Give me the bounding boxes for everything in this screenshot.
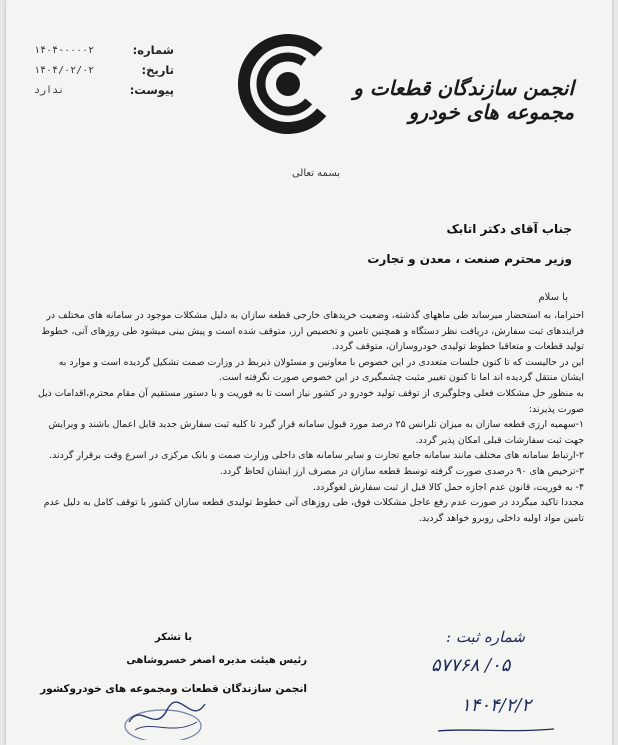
organization-logo-icon (238, 34, 338, 134)
meta-attachment-value: ندارد (34, 84, 65, 96)
body-paragraph: به منظور حل مشکلات فعلی وجلوگیری از توقف تولید خودرو در کشور نیاز است تا به فوریت و با دستور مستقیم آن مقام محترم،اقدامات ذیل صورت پذیرند: (37, 387, 584, 415)
addressee-title: وزیر محترم صنعت ، معدن و تجارت (367, 252, 572, 266)
letter-sheet (6, 0, 612, 745)
signer-name: رئیس هیئت مدیره اصغر خسروشاهی (126, 655, 307, 666)
letter-meta (34, 40, 174, 100)
meta-date-label: تاریخ: (141, 63, 174, 77)
signature-stamp-icon (121, 696, 211, 740)
body-paragraph: ۴- به فوریت، قانون عدم اجازه حمل کالا قبل از ثبت سفارش لغوگردد. (313, 481, 584, 493)
handwritten-registration-date: ۱۴۰۴/۲/۲ (461, 695, 532, 716)
salutation: با سلام (538, 292, 568, 303)
organization-name: انجمن سازندگان قطعات و مجموعه های خودرو (353, 76, 574, 124)
body-paragraph: ۳-ترخیص های ۹۰ درصدی صورت گرفته توسط قطعه سازان در مصرف ارز ایشان لحاظ گردد. (219, 465, 584, 477)
meta-attachment-row (34, 80, 174, 100)
handwritten-registration-label: شماره ثبت : (446, 628, 525, 646)
body-paragraph: مجددا تاکید میگردد در صورت عدم رفع عاجل مشکلات فوق، طی روزهای آتی خطوط تولیدی قطعه سازان کشور با توقف کامل به دلیل عدم تامین مواد اولیه داخلی روبرو خواهد گردید. (43, 497, 584, 524)
invocation-text: بسمه تعالی (291, 168, 341, 179)
meta-date-value: ۱۴۰۴/۰۲/۰۲ (34, 64, 95, 76)
meta-date-row (34, 60, 174, 80)
letter-body (36, 308, 584, 526)
meta-number-row (34, 40, 174, 60)
meta-number-label: شماره: (132, 43, 174, 57)
body-paragraph: احتراما، به استحضار میرساند طی ماههای گذشته، وضعیت خریدهای خارجی قطعه سازان به دلیل مشکلات موجود در سامانه های مختلف در فرایندهای ثبت سفارش، دریافت نظر دستگاه و همچنین تامین و تخصیص ارز، متوقف شده است و پیش بینی میشود طی روزهای آتی، خطوط تولید قطعات و متعاقبا خطوط تولیدی خودروسازان، متوقف گردد. (41, 310, 584, 353)
body-paragraph: ۲-ارتباط سامانه های مختلف مانند سامانه جامع تجارت و سایر سامانه های داخلی وزارت صمت و بانک مرکزی در اسرع وقت برقرار گردند. (49, 450, 584, 462)
signer-organization: انجمن سازندگان قطعات ومجموعه های خودروکشور (40, 683, 307, 695)
handwritten-underline-icon (436, 726, 556, 734)
body-paragraph: این در حالیست که تا کنون جلسات متعددی در این خصوص با معاونین و مسئولان ذیربط در وزارت صمت تشکیل گردیده است و موارد به ایشان منتقل گردیده اند اما تا کنون تغییر مثبت چشمگیری در این خصوص صورت نگرفته است. (58, 356, 584, 384)
body-paragraph: ۱-سهمیه ارزی قطعه سازان به میزان تلرانس ۲۵ درصد مورد قبول سامانه قرار گیرد تا کلیه ثبت سفارش جدید قابل اعمال باشند و ویرایش جهت ثبت سفارشات قبلی امکان پذیر گردد. (48, 419, 584, 446)
meta-attachment-label: پیوست: (129, 83, 174, 97)
closing-text: با تشکر (155, 632, 192, 643)
addressee: جناب آقای دکتر اتابک (446, 222, 572, 236)
meta-number-value: ۱۴۰۴-۰۰۰۰۲ (34, 44, 95, 56)
handwritten-registration-number: ۵۷۷۶۸ /۰۵ (431, 655, 511, 676)
